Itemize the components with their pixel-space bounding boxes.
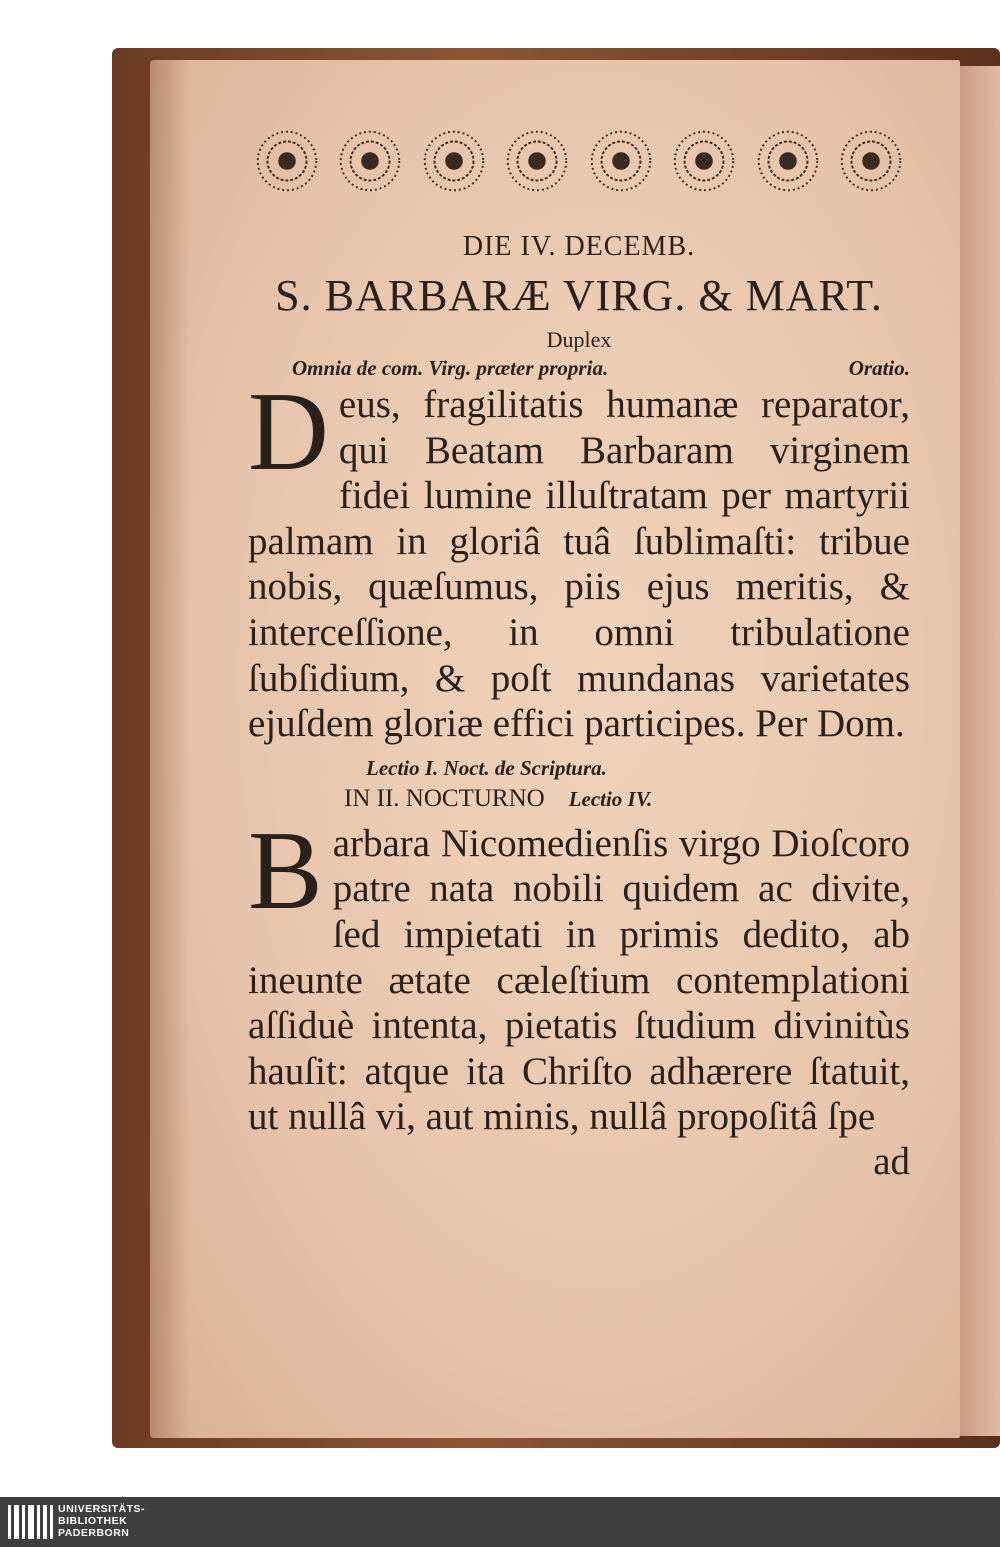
ornament-rosette-icon xyxy=(832,118,910,204)
page-text xyxy=(248,230,910,1184)
nocturno-heading xyxy=(248,783,910,815)
library-footer xyxy=(0,1497,1000,1547)
ornament-rosette-icon xyxy=(415,118,493,204)
library-logo-icon xyxy=(8,1505,53,1539)
library-name-line2: BIBLIOTHEK xyxy=(58,1515,128,1527)
rubric-oratio: Oratio. xyxy=(848,356,910,380)
rubric-common: Omnia de com. Virg. præter propria. xyxy=(292,356,609,380)
ornament-rosette-icon xyxy=(665,118,743,204)
ornament-rosette-icon xyxy=(498,118,576,204)
oratio-dropcap: D xyxy=(248,370,329,494)
lectio-paragraph xyxy=(248,808,910,1140)
lectio-label: Lectio IV. xyxy=(568,786,653,811)
facing-page-edge xyxy=(958,66,1000,1436)
feast-date: DIE IV. DECEMB. xyxy=(462,231,696,262)
ornament-band xyxy=(248,116,910,206)
oratio-paragraph xyxy=(248,370,910,747)
library-name-line3: PADERBORN xyxy=(58,1527,130,1539)
nocturno-label: IN II. NOCTURNO xyxy=(344,784,545,812)
ornament-rosette-icon xyxy=(582,118,660,204)
catchword: ad xyxy=(873,1139,910,1183)
rubric-line xyxy=(248,354,910,382)
library-name xyxy=(58,1503,145,1539)
gutter-shadow xyxy=(150,60,190,1438)
ornament-rosette-icon xyxy=(331,118,409,204)
feast-rank: Duplex xyxy=(546,327,612,352)
library-name-line1: UNIVERSITÄTS- xyxy=(58,1503,146,1515)
lectio-text: arbara Nicomedienſis virgo Dioſcoro patre nata nobili quidem ac divite, ſed impietati in primis dedito, ab ineunte ætate cæleſtium contemplationi aſſiduè intenta, pietatis ſtudium divinitùs hauſit: atque ita Chriſto adhærere ſtatuit, ut nullâ vi, aut minis, nullâ propoſitâ ſpe xyxy=(248,821,910,1139)
lectio-dropcap: B xyxy=(248,808,323,933)
ornament-rosette-icon xyxy=(248,118,326,204)
ornament-rosette-icon xyxy=(749,118,827,204)
lectio-rubric: Lectio I. Noct. de Scriptura. xyxy=(366,755,607,780)
oratio-text: eus, fragilitatis humanæ reparator, qui Beatam Barbaram virginem fidei lumine illuſtratam per martyrii palmam in gloriâ tuâ ſublimaſti: tribue nobis, quæſumus, piis ejus meritis, & interceſſione, in omni tribulatione ſubſidium, & poſt mundanas varietates ejuſdem gloriæ effici participes. Per Dom. xyxy=(248,383,910,746)
feast-title: S. BARBARÆ VIRG. & MART. xyxy=(275,271,883,320)
